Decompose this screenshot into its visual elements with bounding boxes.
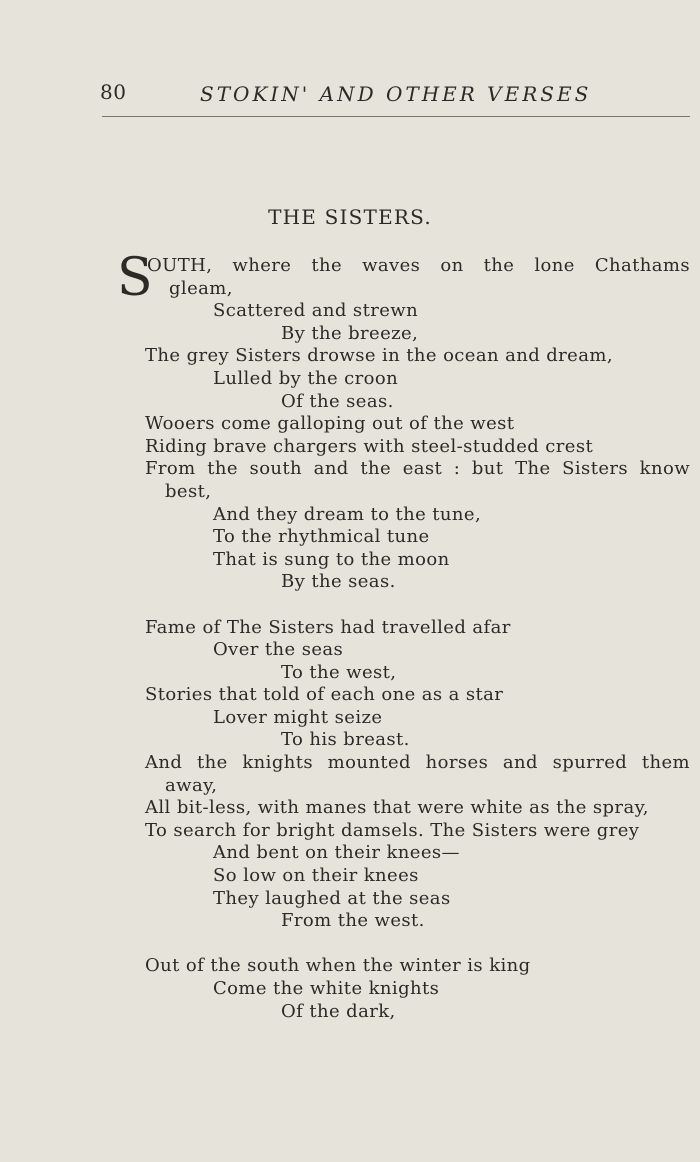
poem-line: The grey Sisters drowse in the ocean and dream, xyxy=(145,345,613,367)
poem-line: gleam, xyxy=(169,277,233,299)
poem-title: THE SISTERS. xyxy=(268,205,432,229)
poem-line: Fame of The Sisters had travelled afar xyxy=(145,616,511,638)
poem-line: Out of the south when the winter is king xyxy=(145,955,531,977)
poem-line: To the rhythmical tune xyxy=(213,526,430,548)
poem-line: So low on their knees xyxy=(213,865,419,887)
poem-line: That is sung to the moon xyxy=(213,548,450,570)
poem-line: And they dream to the tune, xyxy=(213,503,482,525)
page-number: 80 xyxy=(100,80,127,104)
poem-line: Of the seas. xyxy=(281,390,394,412)
poem-line: OUTH, where the waves on the lone Chathams xyxy=(147,255,690,276)
poem-line: To the west, xyxy=(281,661,397,683)
poem-line: All bit-less, with manes that were white as the spray, xyxy=(145,797,649,819)
poem-line: To his breast. xyxy=(281,729,410,751)
poem-line: Of the dark, xyxy=(281,1000,396,1022)
poem-line: Riding brave chargers with steel-studded crest xyxy=(145,435,594,457)
poem-line: best, xyxy=(165,480,212,502)
poem-line: And the knights mounted horses and spurred them xyxy=(145,752,690,774)
poem-line: Come the white knights xyxy=(213,978,440,999)
poem-line: Stories that told of each one as a star xyxy=(145,684,504,706)
poem-line: By the breeze, xyxy=(281,322,419,344)
poem-line: From the south and the east : but The Sisters know xyxy=(145,458,690,480)
poem-line: Over the seas xyxy=(213,639,344,661)
poem-line: By the seas. xyxy=(281,571,396,593)
poem-body xyxy=(145,255,690,1023)
poem-line: To search for bright damsels. The Sisters were grey xyxy=(145,819,640,841)
stanza-gap xyxy=(145,933,690,956)
header-rule xyxy=(102,116,690,117)
poem-line: They laughed at the seas xyxy=(213,887,451,909)
running-head: STOKIN' AND OTHER VERSES xyxy=(200,82,592,106)
poem-line: away, xyxy=(165,774,218,796)
poem-line: Wooers come galloping out of the west xyxy=(145,413,515,435)
stanza-gap xyxy=(145,594,690,617)
poem-line: And bent on their knees— xyxy=(213,842,460,864)
drop-cap: S xyxy=(117,248,153,308)
poem-line: Lulled by the croon xyxy=(213,367,399,389)
poem-line: Lover might seize xyxy=(213,706,383,728)
poem-line: Scattered and strewn xyxy=(213,300,419,322)
poem-line: From the west. xyxy=(281,910,425,932)
